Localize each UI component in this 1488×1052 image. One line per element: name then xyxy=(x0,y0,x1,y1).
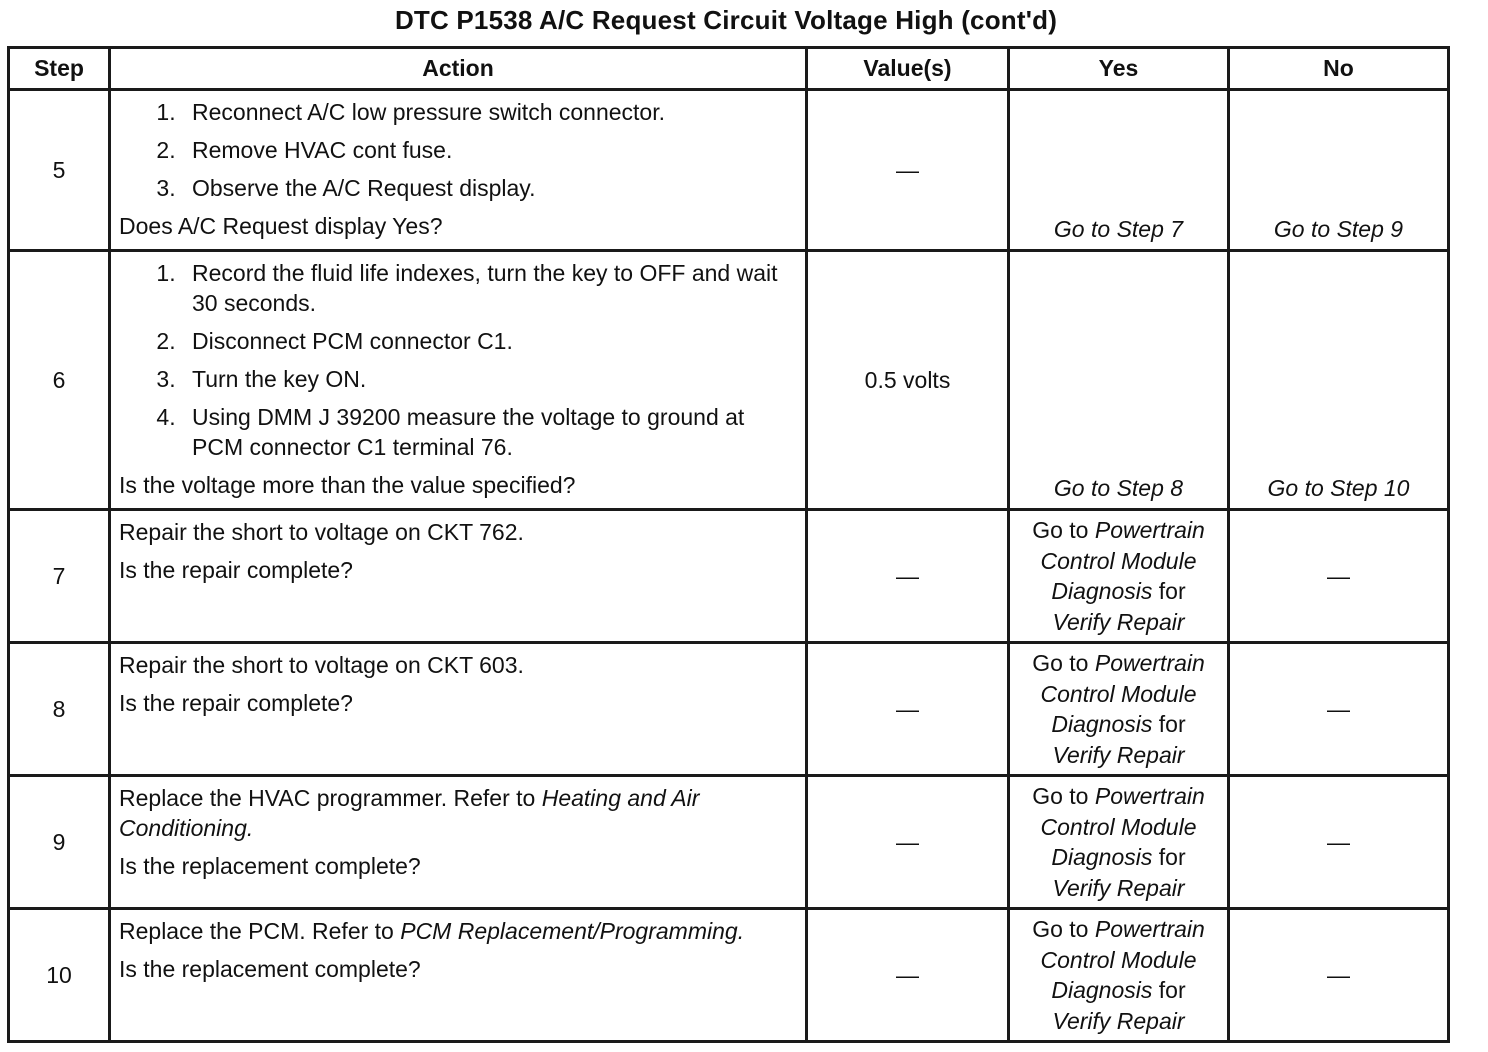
no-link[interactable]: Go to Step 10 xyxy=(1229,251,1449,510)
value-cell: — xyxy=(807,776,1009,909)
action-text: Replace the PCM. Refer to PCM Replacement/Programming. xyxy=(119,918,745,944)
action-item: 4. Using DMM J 39200 measure the voltage to ground at PCM connector C1 terminal 76. xyxy=(182,402,797,462)
header-step: Step xyxy=(9,48,110,90)
action-question: Is the repair complete? xyxy=(119,690,353,716)
reference-link[interactable]: PCM Replacement/Programming. xyxy=(400,918,745,944)
reference-link[interactable]: Heating and Air Conditioning. xyxy=(119,785,700,841)
value-cell: 0.5 volts xyxy=(807,251,1009,510)
header-action: Action xyxy=(110,48,807,90)
action-list xyxy=(119,97,797,203)
value-cell: — xyxy=(807,909,1009,1042)
no-cell: — xyxy=(1229,909,1449,1042)
action-item: 1. Record the fluid life indexes, turn the key to OFF and wait 30 seconds. xyxy=(182,258,797,318)
table-row xyxy=(9,510,1449,643)
action-question: Is the replacement complete? xyxy=(119,853,421,879)
action-cell xyxy=(110,90,807,251)
value-cell: — xyxy=(807,510,1009,643)
action-list xyxy=(119,258,797,462)
yes-link[interactable]: Go to Step 8 xyxy=(1009,251,1229,510)
action-cell xyxy=(110,510,807,643)
no-cell: — xyxy=(1229,643,1449,776)
no-cell: — xyxy=(1229,776,1449,909)
action-question: Does A/C Request display Yes? xyxy=(119,213,443,239)
yes-link[interactable]: Go to Powertrain Control Module Diagnosis for Verify Repair xyxy=(1009,510,1229,643)
action-question: Is the voltage more than the value specified? xyxy=(119,472,576,498)
step-number: 7 xyxy=(9,510,110,643)
action-text: Repair the short to voltage on CKT 603. xyxy=(119,652,524,678)
value-cell: — xyxy=(807,643,1009,776)
table-row xyxy=(9,643,1449,776)
step-number: 5 xyxy=(9,90,110,251)
no-cell: — xyxy=(1229,510,1449,643)
page-title: DTC P1538 A/C Request Circuit Voltage High (cont'd) xyxy=(394,5,1058,35)
action-item: 1. Reconnect A/C low pressure switch connector. xyxy=(182,97,797,127)
no-link[interactable]: Go to Step 9 xyxy=(1229,90,1449,251)
step-number: 10 xyxy=(9,909,110,1042)
yes-link[interactable]: Go to Step 7 xyxy=(1009,90,1229,251)
yes-link[interactable]: Go to Powertrain Control Module Diagnosis for Verify Repair xyxy=(1009,643,1229,776)
action-item: 3. Turn the key ON. xyxy=(182,364,797,394)
action-text: Repair the short to voltage on CKT 762. xyxy=(119,519,524,545)
action-item: 2. Remove HVAC cont fuse. xyxy=(182,135,797,165)
yes-link[interactable]: Go to Powertrain Control Module Diagnosis for Verify Repair xyxy=(1009,909,1229,1042)
table-row xyxy=(9,776,1449,909)
action-item: 2. Disconnect PCM connector C1. xyxy=(182,326,797,356)
header-no: No xyxy=(1229,48,1449,90)
action-cell xyxy=(110,776,807,909)
action-item: 3. Observe the A/C Request display. xyxy=(182,173,797,203)
step-number: 6 xyxy=(9,251,110,510)
step-number: 8 xyxy=(9,643,110,776)
table-row xyxy=(9,909,1449,1042)
action-text: Replace the HVAC programmer. Refer to Heating and Air Conditioning. xyxy=(119,785,700,841)
action-cell xyxy=(110,643,807,776)
table-row xyxy=(9,90,1449,251)
header-values: Value(s) xyxy=(807,48,1009,90)
table-row xyxy=(9,251,1449,510)
action-cell xyxy=(110,909,807,1042)
action-cell xyxy=(110,251,807,510)
yes-link[interactable]: Go to Powertrain Control Module Diagnosis for Verify Repair xyxy=(1009,776,1229,909)
diagnostic-table xyxy=(7,46,1450,1043)
header-row xyxy=(9,48,1449,90)
action-question: Is the replacement complete? xyxy=(119,956,421,982)
header-yes: Yes xyxy=(1009,48,1229,90)
action-question: Is the repair complete? xyxy=(119,557,353,583)
value-cell: — xyxy=(807,90,1009,251)
step-number: 9 xyxy=(9,776,110,909)
